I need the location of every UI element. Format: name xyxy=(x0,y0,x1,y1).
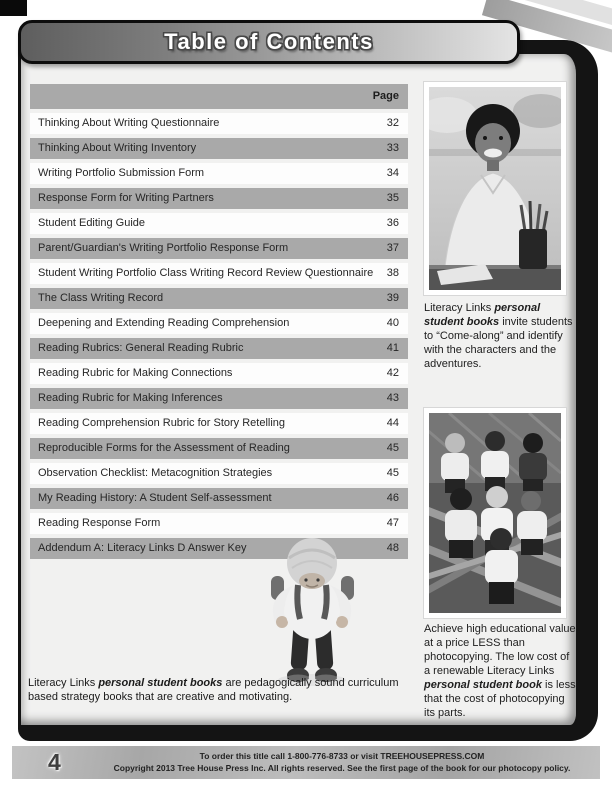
toc-row xyxy=(30,463,408,484)
toc-row xyxy=(30,213,408,234)
caption-text: is less that the cost of photocopying its parts. xyxy=(424,679,576,720)
toc-entry-label: My Reading History: A Student Self-assessment xyxy=(38,492,272,504)
toc-row xyxy=(30,338,408,359)
footer-band xyxy=(12,746,600,779)
photo-child-backpack-cutout xyxy=(255,534,370,689)
toc-entry-page: 36 xyxy=(386,217,399,229)
toc-row xyxy=(30,488,408,509)
toc-entry-label: Reading Rubrics: General Reading Rubric xyxy=(38,342,244,354)
toc-entry-label: Reading Rubric for Making Connections xyxy=(38,367,233,379)
toc-row xyxy=(30,313,408,334)
toc-entry-page: 40 xyxy=(386,317,399,329)
toc-entry-page: 35 xyxy=(386,192,399,204)
toc-row xyxy=(30,188,408,209)
footer-copyright-line: Copyright 2013 Tree House Press Inc. All rights reserved. See the first page of the book for our photocopy policy. xyxy=(113,763,571,774)
bottom-note xyxy=(28,676,422,705)
toc-entry-page: 46 xyxy=(386,492,399,504)
toc-entry-page: 47 xyxy=(386,517,399,529)
toc-row xyxy=(30,413,408,434)
toc-entry-page: 42 xyxy=(386,367,399,379)
toc-entry-label: Deepening and Extending Reading Comprehension xyxy=(38,317,290,329)
photo-boy-portrait xyxy=(424,82,566,295)
photo1-caption xyxy=(424,301,576,371)
toc-entry-page: 45 xyxy=(386,467,399,479)
toc-entry-page: 43 xyxy=(386,392,399,404)
table-of-contents xyxy=(30,84,408,563)
toc-entry-label: Reading Comprehension Rubric for Story Retelling xyxy=(38,417,286,429)
toc-entry-label: Thinking About Writing Questionnaire xyxy=(38,117,220,129)
toc-entry-page: 33 xyxy=(386,142,399,154)
toc-entry-page: 45 xyxy=(386,442,399,454)
kid xyxy=(481,431,509,491)
toc-row xyxy=(30,388,408,409)
caption-text: invite students to “Come-along” and identify with the characters and the adventures. xyxy=(424,316,573,371)
toc-entry-page: 39 xyxy=(386,292,399,304)
footer-text xyxy=(102,750,582,775)
toc-entry-page: 37 xyxy=(386,242,399,254)
toc-entry-label: Student Writing Portfolio Class Writing Record Review Questionnaire xyxy=(38,267,374,279)
toc-row xyxy=(30,438,408,459)
registration-mark xyxy=(0,0,27,16)
page-title-banner xyxy=(18,20,520,64)
toc-row xyxy=(30,238,408,259)
toc-row xyxy=(30,513,408,534)
caption-emphasis: personal student book xyxy=(424,679,542,692)
note-text: are pedagogically sound curriculum based strategy books that are creative and motivating. xyxy=(28,677,399,704)
caption-text: Achieve high educational value at a price LESS than photocopying. The low cost of a renewable Literacy Links xyxy=(424,623,576,678)
kid xyxy=(519,433,547,491)
toc-entry-label: Reading Response Form xyxy=(38,517,161,529)
toc-entry-label: Student Editing Guide xyxy=(38,217,146,229)
toc-row xyxy=(30,163,408,184)
toc-entry-label: Reading Rubric for Making Inferences xyxy=(38,392,223,404)
toc-entry-page: 48 xyxy=(386,542,399,554)
toc-entry-label: Writing Portfolio Submission Form xyxy=(38,167,205,179)
toc-entry-page: 41 xyxy=(386,342,399,354)
toc-entry-label: Response Form for Writing Partners xyxy=(38,192,214,204)
caption-emphasis: personal student books xyxy=(424,302,541,329)
toc-entry-label: Addendum A: Literacy Links D Answer Key xyxy=(38,542,247,554)
note-emphasis: personal student books xyxy=(98,677,223,689)
toc-entry-page: 44 xyxy=(386,417,399,429)
caption-text: Literacy Links xyxy=(424,302,495,314)
toc-entry-page: 38 xyxy=(386,267,399,279)
page-title: Table of Contents xyxy=(164,29,374,54)
toc-entry-label: Reproducible Forms for the Assessment of Reading xyxy=(38,442,290,454)
toc-entry-page: 34 xyxy=(386,167,399,179)
footer-order-line: To order this title call 1-800-776-8733 or visit TREEHOUSEPRESS.COM xyxy=(199,751,485,761)
photo2-caption xyxy=(424,622,578,721)
toc-page-column-header: Page xyxy=(30,84,408,109)
toc-entry-label: Thinking About Writing Inventory xyxy=(38,142,197,154)
toc-row xyxy=(30,263,408,284)
toc-entry-page: 32 xyxy=(386,117,399,129)
toc-row xyxy=(30,288,408,309)
toc-row xyxy=(30,363,408,384)
toc-entry-label: Observation Checklist: Metacognition Strategies xyxy=(38,467,273,479)
toc-entry-label: Parent/Guardian's Writing Portfolio Response Form xyxy=(38,242,289,254)
photo-student-group xyxy=(424,408,566,618)
kid xyxy=(441,433,469,493)
note-text: Literacy Links xyxy=(28,677,99,689)
footer-page-number: 4 xyxy=(48,749,61,775)
toc-entry-label: The Class Writing Record xyxy=(38,292,164,304)
toc-row xyxy=(30,113,408,134)
toc-row xyxy=(30,138,408,159)
